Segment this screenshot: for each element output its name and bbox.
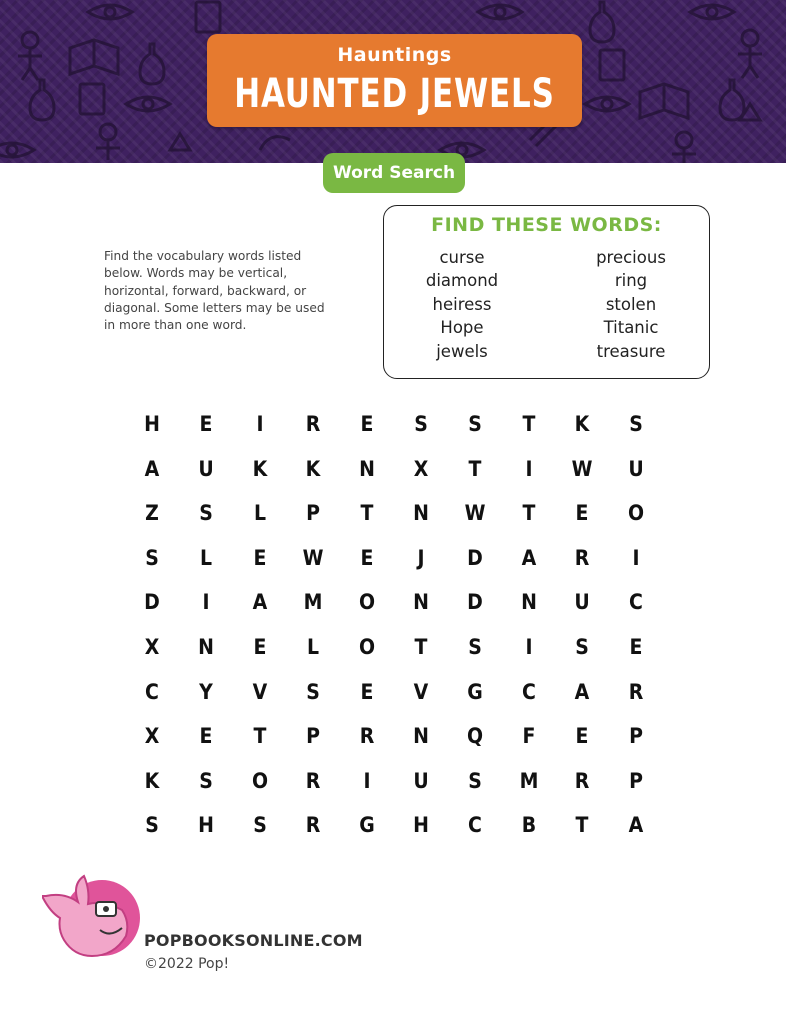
- grid-letter: S: [575, 635, 590, 659]
- grid-letter: R: [306, 768, 321, 793]
- grid-letter: S: [467, 412, 482, 436]
- grid-letter: C: [467, 813, 482, 838]
- grid-letter: P: [629, 724, 644, 749]
- grid-letter: L: [253, 501, 266, 526]
- grid-letter: T: [522, 501, 536, 526]
- grid-letter: R: [306, 813, 321, 838]
- grid-letter: C: [629, 590, 644, 615]
- grid-letter: N: [520, 590, 537, 615]
- grid-letter: P: [629, 768, 644, 793]
- grid-letter: S: [198, 501, 213, 526]
- grid-letter: O: [628, 501, 645, 526]
- word-item: jewels: [436, 341, 488, 361]
- grid-letter: B: [521, 813, 536, 838]
- grid-letter: U: [628, 456, 644, 481]
- grid-letter: E: [199, 724, 213, 749]
- grid-letter: W: [464, 501, 486, 526]
- grid-letter: I: [525, 635, 533, 659]
- grid-letter: N: [413, 501, 429, 526]
- grid-letter: N: [197, 635, 214, 659]
- page-title: HAUNTED JEWELS: [234, 71, 555, 117]
- grid-letter: S: [467, 768, 482, 793]
- grid-letter: O: [359, 635, 376, 659]
- grid-letter: X: [144, 724, 160, 749]
- grid-letter: E: [253, 545, 267, 570]
- activity-label: Word Search: [323, 153, 465, 193]
- grid-letter: G: [467, 679, 483, 704]
- grid-letter: E: [575, 724, 589, 749]
- grid-letter: D: [466, 545, 483, 570]
- grid-letter: S: [145, 545, 159, 570]
- word-item: Hope: [440, 318, 484, 338]
- grid-letter: E: [575, 501, 589, 526]
- grid-letter: G: [359, 813, 375, 838]
- title-box: [207, 34, 582, 127]
- grid-letter: N: [359, 456, 376, 481]
- word-list-heading: FIND THESE WORDS:: [431, 214, 662, 236]
- grid-letter: E: [360, 679, 374, 704]
- grid-letter: E: [629, 635, 643, 659]
- header-banner: [0, 0, 786, 163]
- word-item: heiress: [432, 294, 492, 314]
- grid-letter: I: [363, 768, 371, 793]
- grid-letter: W: [302, 545, 324, 570]
- grid-letter: K: [306, 456, 321, 481]
- grid-letter: R: [628, 679, 644, 704]
- grid-letter: T: [522, 412, 536, 436]
- grid-letter: U: [198, 456, 214, 481]
- grid-letter: C: [521, 679, 536, 704]
- word-list-right: [561, 246, 701, 363]
- grid-letter: P: [306, 501, 321, 526]
- grid-letter: E: [253, 635, 267, 659]
- grid-letter: S: [198, 768, 213, 793]
- grid-letter: Q: [466, 724, 483, 749]
- grid-letter: S: [145, 813, 159, 838]
- grid-letter: N: [413, 590, 429, 615]
- grid-letter: K: [144, 768, 160, 793]
- website-link[interactable]: POPBOOKSONLINE.COM: [144, 931, 363, 950]
- grid-letter: T: [414, 635, 428, 659]
- grid-letter: R: [575, 768, 590, 793]
- grid-letter: D: [466, 590, 483, 615]
- grid-letter: M: [519, 768, 539, 793]
- word-list-box: [383, 205, 710, 379]
- grid-letter: H: [413, 813, 429, 838]
- grid-letter: C: [145, 679, 159, 704]
- grid-letter: A: [628, 813, 644, 838]
- grid-letter: Z: [145, 501, 159, 526]
- grid-letter: P: [306, 724, 321, 749]
- grid-letter: X: [413, 456, 429, 481]
- grid-letter: E: [360, 412, 374, 436]
- grid-letter: S: [252, 813, 267, 838]
- grid-letter: V: [413, 679, 429, 704]
- word-item: Titanic: [603, 318, 659, 338]
- grid-letter: K: [575, 412, 590, 436]
- copyright-text: ©2022 Pop!: [144, 956, 230, 972]
- grid-letter: A: [252, 590, 267, 615]
- word-item: ring: [614, 271, 648, 291]
- grid-letter: H: [144, 412, 160, 436]
- pop-mascot-logo-icon: [42, 874, 146, 958]
- grid-letter: S: [306, 679, 321, 704]
- grid-letter: T: [253, 724, 267, 749]
- grid-letter: R: [359, 724, 375, 749]
- instructions-text: Find the vocabulary words listed below. Words may be vertical, horizontal, forward, backward, or diagonal. Some letters may be used in more than one word.: [104, 249, 325, 333]
- grid-letter: A: [575, 679, 590, 704]
- grid-letter: Y: [198, 679, 213, 704]
- grid-letter: W: [571, 456, 593, 481]
- grid-letter: S: [467, 635, 482, 659]
- grid-letter: U: [413, 768, 429, 793]
- series-title: Hauntings: [337, 44, 452, 66]
- grid-letter: J: [417, 545, 425, 570]
- grid-letter: H: [197, 813, 214, 838]
- word-item: curse: [439, 248, 485, 267]
- grid-letter: X: [144, 635, 160, 659]
- grid-letter: A: [521, 545, 536, 570]
- word-item: treasure: [596, 341, 666, 361]
- grid-letter: T: [360, 501, 374, 526]
- grid-letter: T: [575, 813, 589, 838]
- grid-letter: S: [414, 412, 428, 436]
- grid-letter: O: [251, 768, 268, 793]
- grid-letter: N: [413, 724, 429, 749]
- grid-letter: V: [252, 679, 267, 704]
- grid-letter: F: [522, 724, 536, 749]
- grid-letter: E: [199, 412, 213, 436]
- grid-letter: T: [468, 456, 482, 481]
- grid-letter: I: [202, 590, 210, 615]
- grid-letter: M: [303, 590, 323, 615]
- word-list-left: [392, 246, 532, 363]
- grid-letter: D: [144, 590, 160, 615]
- grid-letter: A: [144, 456, 160, 481]
- grid-letter: I: [632, 545, 640, 570]
- grid-letter: O: [359, 590, 376, 615]
- grid-letter: L: [199, 545, 212, 570]
- grid-letter: S: [629, 412, 643, 436]
- grid-letter: K: [252, 456, 267, 481]
- grid-letter: R: [575, 545, 590, 570]
- grid-letter: U: [574, 590, 591, 615]
- grid-letter: L: [307, 635, 320, 659]
- word-item: diamond: [425, 271, 499, 291]
- grid-letter: I: [256, 412, 264, 436]
- grid-letter: E: [360, 545, 374, 570]
- word-item: stolen: [605, 294, 657, 314]
- grid-letter: I: [525, 456, 533, 481]
- grid-letter: R: [306, 412, 321, 436]
- word-item: precious: [596, 248, 666, 267]
